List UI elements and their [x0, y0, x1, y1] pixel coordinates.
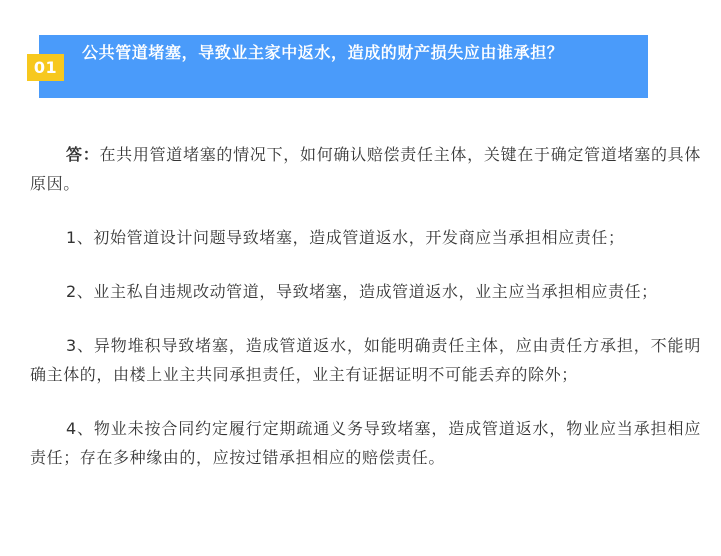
section-number-badge: 01: [27, 54, 64, 81]
answer-intro: 在共用管道堵塞的情况下，如何确认赔偿责任主体，关键在于确定管道堵塞的具体原因。: [30, 145, 701, 193]
section-title: 公共管道堵塞，导致业主家中返水，造成的财产损失应由谁承担？: [82, 43, 564, 62]
list-item: 2、业主私自违规改动管道，导致堵塞，造成管道返水，业主应当承担相应责任；: [66, 282, 658, 301]
answer-paragraph: [30, 140, 701, 198]
answer-label: 答：: [66, 145, 100, 164]
list-item: 1、初始管道设计问题导致堵塞，造成管道返水，开发商应当承担相应责任；: [66, 228, 625, 247]
article-body: [30, 140, 701, 472]
list-item: 4、物业未按合同约定履行定期疏通义务导致堵塞，造成管道返水，物业应当承担相应责任；存在多种缘由的，应按过错承担相应的赔偿责任。: [30, 419, 701, 467]
list-item: 3、异物堆积导致堵塞，造成管道返水，如能明确责任主体，应由责任方承担，不能明确主体的，由楼上业主共同承担责任，业主有证据证明不可能丢弃的除外；: [30, 336, 701, 384]
